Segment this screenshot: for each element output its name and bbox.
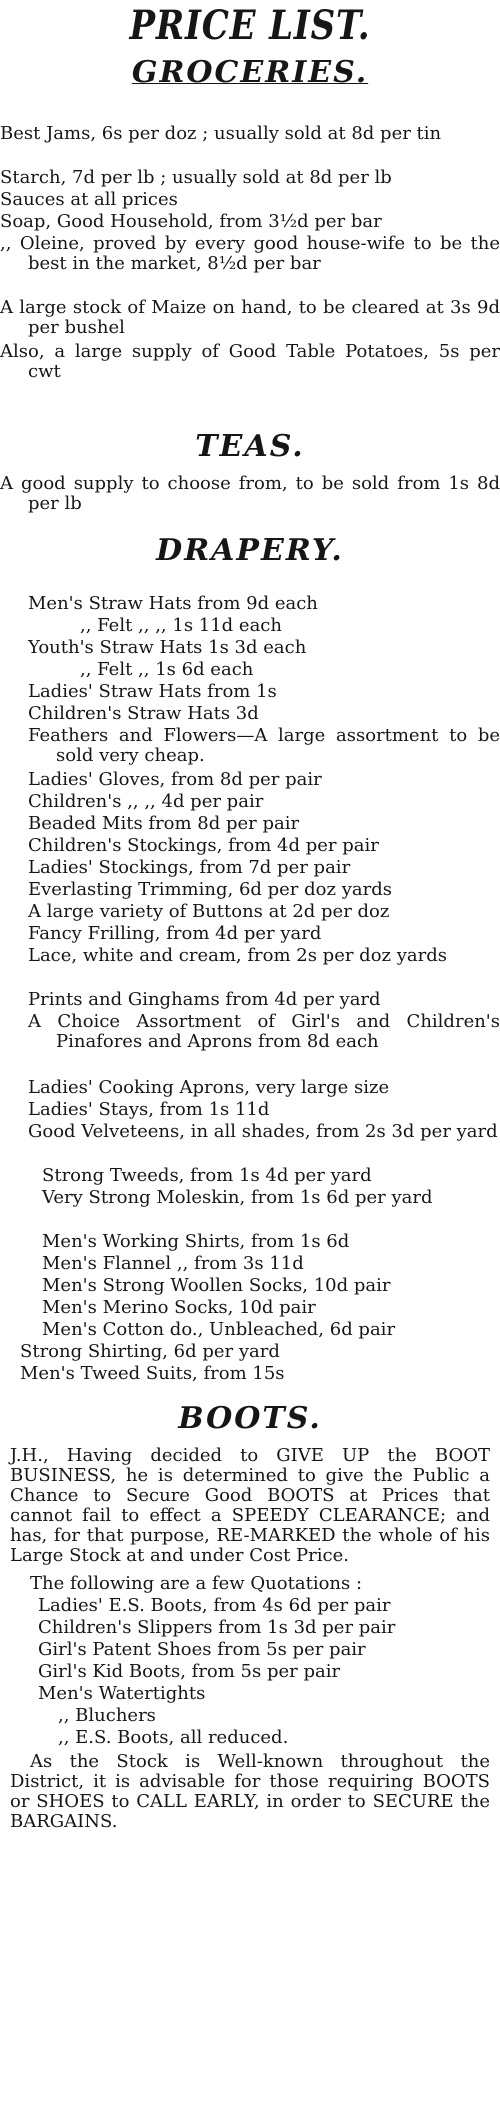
drapery-item: Ladies' Straw Hats from 1s [28, 681, 277, 702]
drapery-item: Everlasting Trimming, 6d per doz yards [28, 879, 392, 900]
groceries-item: ,, Oleine, proved by every good house-wife to be the best in the market, 8½d per bar [0, 233, 500, 274]
boots-closing: As the Stock is Well-known throughout the District, it is advisable for those requiring BOOTS or SHOES to CALL EARLY, in order to SECURE the BARGAINS. [10, 1751, 490, 1832]
drapery-item: A Choice Assortment of Girl's and Children's Pinafores and Aprons from 8d each [28, 1011, 500, 1052]
boots-item: ,, Bluchers [58, 1705, 156, 1726]
drapery-item: Men's Tweed Suits, from 15s [20, 1363, 285, 1384]
teas-heading: TEAS. [195, 429, 305, 464]
drapery-item: Feathers and Flowers—A large assortment to be sold very cheap. [28, 725, 500, 766]
drapery-item: Ladies' Stays, from 1s 11d [28, 1099, 270, 1120]
drapery-item: Men's Strong Woollen Socks, 10d pair [42, 1275, 391, 1296]
page-title: PRICE LIST. [129, 2, 371, 49]
drapery-item: Lace, white and cream, from 2s per doz yards [28, 945, 448, 966]
drapery-item: Good Velveteens, in all shades, from 2s 3d per yard [28, 1121, 498, 1142]
drapery-item: Children's Stockings, from 4d per pair [28, 835, 379, 856]
drapery-item: Fancy Frilling, from 4d per yard [28, 923, 322, 944]
groceries-item: Also, a large supply of Good Table Potatoes, 5s per cwt [0, 341, 500, 382]
drapery-item: ,, Felt ,, 1s 6d each [80, 659, 254, 680]
drapery-item: Men's Merino Socks, 10d pair [42, 1297, 316, 1318]
boots-quote-intro: The following are a few Quotations : [30, 1573, 363, 1594]
groceries-heading: GROCERIES. [131, 55, 369, 90]
boots-intro: J.H., Having decided to GIVE UP the BOOT BUSINESS, he is determined to give the Public a Chance to Secure Good BOOTS at Prices that cannot fail to effect a SPEEDY CLEARANCE; and has, for that purpose, RE-MARKED the whole of his Large Stock at and under Cost Price. [10, 1445, 490, 1566]
drapery-item: Children's ,, ,, 4d per pair [28, 791, 264, 812]
groceries-item: Best Jams, 6s per doz ; usually sold at 8d per tin [0, 123, 442, 144]
drapery-item: A large variety of Buttons at 2d per doz [28, 901, 390, 922]
drapery-item: Men's Cotton do., Unbleached, 6d pair [42, 1319, 396, 1340]
drapery-item: ,, Felt ,, ,, 1s 11d each [80, 615, 282, 636]
drapery-item: Men's Straw Hats from 9d each [28, 593, 318, 614]
groceries-item: Starch, 7d per lb ; usually sold at 8d per lb [0, 167, 392, 188]
groceries-item: A large stock of Maize on hand, to be cleared at 3s 9d per bushel [0, 297, 500, 338]
boots-item: ,, E.S. Boots, all reduced. [58, 1727, 289, 1748]
drapery-item: Men's Flannel ,, from 3s 11d [42, 1253, 304, 1274]
boots-item: Girl's Patent Shoes from 5s per pair [38, 1639, 366, 1660]
drapery-item: Ladies' Cooking Aprons, very large size [28, 1077, 390, 1098]
boots-item: Men's Watertights [38, 1683, 206, 1704]
boots-item: Children's Slippers from 1s 3d per pair [38, 1617, 396, 1638]
drapery-item: Youth's Straw Hats 1s 3d each [28, 637, 307, 658]
boots-item: Ladies' E.S. Boots, from 4s 6d per pair [38, 1595, 391, 1616]
drapery-item: Children's Straw Hats 3d [28, 703, 259, 724]
drapery-item: Ladies' Stockings, from 7d per pair [28, 857, 351, 878]
drapery-item: Ladies' Gloves, from 8d per pair [28, 769, 322, 790]
drapery-item: Strong Tweeds, from 1s 4d per yard [42, 1165, 372, 1186]
boots-item: Girl's Kid Boots, from 5s per pair [38, 1661, 341, 1682]
drapery-item: Beaded Mits from 8d per pair [28, 813, 300, 834]
drapery-heading: DRAPERY. [156, 533, 344, 568]
drapery-item: Strong Shirting, 6d per yard [20, 1341, 280, 1362]
groceries-item: Sauces at all prices [0, 189, 178, 210]
teas-item: A good supply to choose from, to be sold from 1s 8d per lb [0, 473, 500, 514]
boots-heading: BOOTS. [178, 1401, 322, 1436]
drapery-item: Prints and Ginghams from 4d per yard [28, 989, 381, 1010]
drapery-item: Men's Working Shirts, from 1s 6d [42, 1231, 350, 1252]
drapery-item: Very Strong Moleskin, from 1s 6d per yard [42, 1187, 433, 1208]
groceries-item: Soap, Good Household, from 3½d per bar [0, 211, 382, 232]
